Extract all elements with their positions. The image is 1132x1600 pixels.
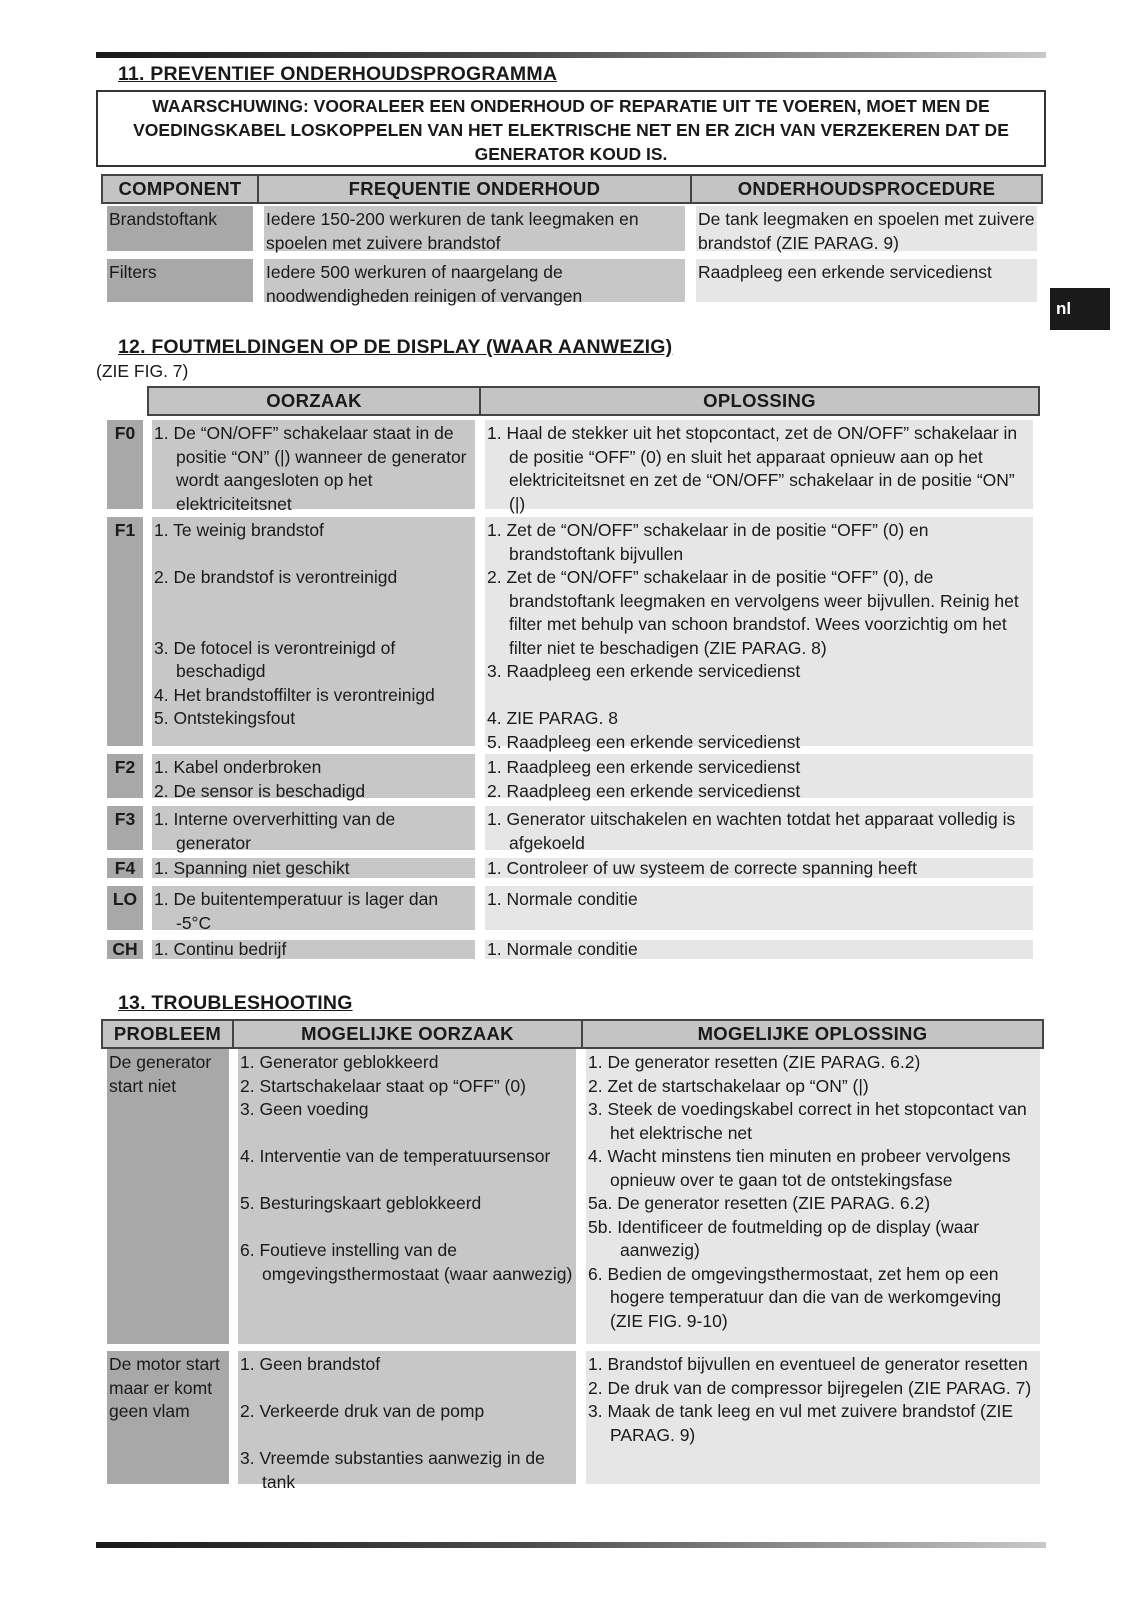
cause-item: 1. Continu bedrijf [154,939,287,959]
solution-cell [586,1049,1040,1344]
solution-item: 5b. Identificeer de foutmelding op de display (waar aanwezig) [588,1216,980,1260]
error-code: CH [107,940,143,959]
solution-item: 2. Zet de “ON/OFF” schakelaar in de positie “OFF” (0), de brandstoftank leegmaken en vervolgens weer bijvullen. Reinig het filter met behulp van schoon brandstof. Wees voorzichtig om het filter niet te beschadigen (ZIE PARAG. 8) [487,567,1019,658]
solution-item: 5a. De generator resetten (ZIE PARAG. 6.2) [588,1193,931,1213]
problem-cell: De motor start maar er komt geen vlam [107,1351,229,1484]
solution-item: 1. Generator uitschakelen en wachten totdat het apparaat volledig is afgekoeld [487,809,1016,853]
section-13-title: 13. TROUBLESHOOTING [118,992,353,1014]
cause-item: 1. Interne oververhitting van de generator [154,809,396,853]
cause-item: 3. Geen voeding [240,1099,369,1119]
figure-reference: (ZIE FIG. 7) [96,361,189,381]
solution-item: 1. Zet de “ON/OFF” schakelaar in de positie “OFF” (0) en brandstoftank bijvullen [487,520,929,564]
error-solution-cell [485,858,1033,878]
solution-item: 5. Raadpleeg een erkende servicedienst [487,731,801,752]
solution-item: 4. Wacht minstens tien minuten en probeer vervolgens opnieuw over te gaan tot de ontstekingsfase [588,1146,1011,1190]
procedure-cell: Raadpleeg een erkende servicedienst [696,259,1037,302]
error-cause-cell [152,517,475,746]
cause-item: 2. Startschakelaar staat op “OFF” (0) [240,1075,526,1096]
warning-box: WAARSCHUWING: VOORALEER EEN ONDERHOUD OF REPARATIE UIT TE VOEREN, MOET MEN DE VOEDINGSKABEL LOSKOPPELEN VAN HET ELEKTRISCHE NET EN ER ZICH VAN VERZEKEREN DAT DE GENERATOR KOUD IS. [96,90,1046,167]
error-code: F2 [107,754,143,798]
solution-item: 6. Bedien de omgevingsthermostaat, zet hem op een hogere temperatuur dan die van de werkomgeving (ZIE FIG. 9-10) [588,1263,1002,1331]
error-solution-cell [485,517,1033,752]
cause-cell [238,1049,576,1344]
cause-item: 1. Generator geblokkeerd [240,1052,439,1072]
error-cause-cell [152,886,475,933]
table-header: OORZAAK [147,386,481,416]
error-cause-cell [152,420,475,514]
solution-item: 3. Raadpleeg een erkende servicedienst [487,661,801,681]
cause-item: 6. Foutieve instelling van de omgevingsthermostaat (waar aanwezig) [240,1240,573,1284]
error-code: F4 [107,858,143,878]
cause-item: 1. De buitentemperatuur is lager dan -5°C [154,889,439,933]
cause-cell [238,1351,576,1492]
cause-item: 2. Verkeerde druk van de pomp [240,1401,485,1421]
error-code: F0 [107,420,143,509]
error-solution-cell [485,806,1033,853]
solution-item: 1. Brandstof bijvullen en eventueel de generator resetten [588,1354,1028,1374]
solution-item: 2. De druk van de compressor bijregelen (ZIE PARAG. 7) [588,1377,1032,1398]
error-solution-cell [485,754,1033,801]
solution-item: 1. Controleer of uw systeem de correcte spanning heeft [487,858,917,878]
cause-item: 1. De “ON/OFF” schakelaar staat in de positie “ON” (|) wanneer de generator wordt aangesloten op het elektriciteitsnet [154,423,467,514]
table-header: FREQUENTIE ONDERHOUD [257,174,692,204]
error-solution-cell [485,940,1033,959]
error-cause-cell [152,754,475,801]
section-12-title: 12. FOUTMELDINGEN OP DE DISPLAY (WAAR AANWEZIG) [118,336,673,358]
frequency-cell: Iedere 500 werkuren of naargelang de noodwendigheden reinigen of vervangen [264,259,685,302]
solution-cell [586,1351,1040,1484]
error-code: F1 [107,517,143,746]
solution-item: 1. Normale conditie [487,889,638,909]
table-header: COMPONENT [101,174,259,204]
solution-item: 2. Zet de startschakelaar op “ON” (|) [588,1075,869,1096]
component-cell: Brandstoftank [107,206,253,251]
frequency-cell: Iedere 150-200 werkuren de tank leegmaken en spoelen met zuivere brandstof [264,206,685,251]
error-cause-cell [152,940,475,959]
section-11-title: 11. PREVENTIEF ONDERHOUDSPROGRAMMA [118,63,558,85]
error-solution-cell [485,420,1033,514]
top-rule [96,52,1046,58]
component-cell: Filters [107,259,253,302]
problem-cell: De generator start niet [107,1049,229,1344]
solution-item: 1. De generator resetten (ZIE PARAG. 6.2) [588,1052,921,1072]
solution-item: 1. Raadpleeg een erkende servicedienst [487,757,801,777]
language-tab: nl [1050,288,1110,330]
cause-item: 5. Ontstekingsfout [154,708,296,728]
table-header: ONDERHOUDSPROCEDURE [690,174,1043,204]
procedure-cell: De tank leegmaken en spoelen met zuivere brandstof (ZIE PARAG. 9) [696,206,1037,251]
table-header: MOGELIJKE OPLOSSING [581,1019,1044,1049]
cause-item: 1. Te weinig brandstof [154,520,324,540]
error-code: F3 [107,806,143,850]
error-solution-cell [485,886,1033,930]
solution-item: 2. Raadpleeg een erkende servicedienst [487,780,801,801]
cause-item: 1. Spanning niet geschikt [154,858,350,878]
solution-item: 1. Haal de stekker uit het stopcontact, zet de ON/OFF” schakelaar in de positie “OFF” (0) en sluit het apparaat opnieuw aan op het elektriciteitsnet en zet de “ON/OFF” schakelaar in de positie “ON” (|) [487,423,1018,514]
cause-item: 3. De fotocel is verontreinigd of beschadigd [154,637,396,681]
solution-item: 3. Steek de voedingskabel correct in het stopcontact van het elektrische net [588,1099,1027,1143]
cause-item: 4. Het brandstoffilter is verontreinigd [154,684,435,705]
bottom-rule [96,1542,1046,1548]
cause-item: 5. Besturingskaart geblokkeerd [240,1193,482,1213]
cause-item: 1. Kabel onderbroken [154,757,322,777]
table-header: PROBLEEM [101,1019,234,1049]
cause-item: 2. De brandstof is verontreinigd [154,567,398,587]
cause-item: 1. Geen brandstof [240,1354,381,1374]
cause-item: 3. Vreemde substanties aanwezig in de tank [240,1448,545,1492]
error-code: LO [107,886,143,930]
solution-item: 4. ZIE PARAG. 8 [487,708,618,728]
table-header: MOGELIJKE OORZAAK [232,1019,583,1049]
error-cause-cell [152,806,475,853]
cause-item: 2. De sensor is beschadigd [154,780,366,801]
solution-item: 1. Normale conditie [487,939,638,959]
solution-item: 3. Maak de tank leeg en vul met zuivere brandstof (ZIE PARAG. 9) [588,1401,1014,1445]
table-header: OPLOSSING [479,386,1040,416]
cause-item: 4. Interventie van de temperatuursensor [240,1146,551,1166]
error-cause-cell [152,858,475,878]
